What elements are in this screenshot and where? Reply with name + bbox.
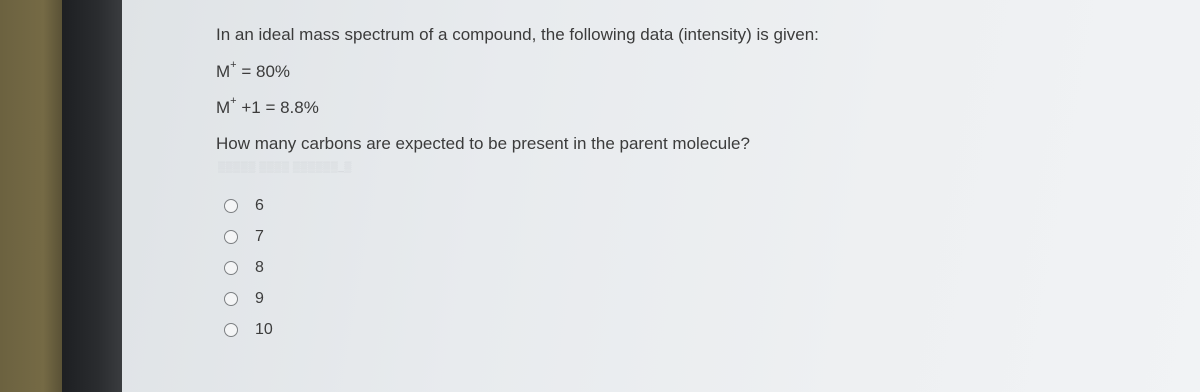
m-charge: + — [230, 59, 237, 72]
radio-button[interactable] — [224, 323, 238, 337]
data-m-plus — [216, 59, 291, 82]
option-label: 10 — [255, 320, 273, 338]
radio-button[interactable] — [224, 230, 238, 244]
option-3[interactable] — [224, 252, 273, 283]
data-m-plus-1 — [216, 95, 319, 118]
option-5[interactable] — [224, 314, 273, 345]
m1-symbol: M — [216, 98, 231, 117]
m1-value: +1 = 8.8% — [236, 98, 319, 117]
monitor-bezel-left — [0, 0, 62, 392]
option-label: 7 — [255, 227, 264, 245]
answer-options — [224, 190, 273, 345]
radio-button[interactable] — [224, 199, 238, 213]
m-value: = 80% — [236, 62, 291, 81]
monitor-bezel-dark — [62, 0, 122, 392]
option-4[interactable] — [224, 283, 273, 314]
question-prompt: How many carbons are expected to be present in the parent molecule? — [216, 134, 750, 153]
option-2[interactable] — [224, 221, 273, 252]
radio-button[interactable] — [224, 292, 238, 306]
radio-button[interactable] — [224, 261, 238, 275]
m-symbol: M — [216, 62, 231, 81]
screen — [122, 0, 1200, 392]
watermark: ▒▒▒▒▒ ▒▒▒▒ ▒▒▒▒▒▒_▒ — [218, 162, 352, 173]
option-1[interactable] — [224, 190, 273, 221]
question-intro: In an ideal mass spectrum of a compound, the following data (intensity) is given: — [216, 25, 819, 44]
option-label: 6 — [255, 196, 264, 214]
option-label: 8 — [255, 258, 264, 276]
m1-charge: + — [230, 95, 237, 108]
option-label: 9 — [255, 289, 264, 307]
